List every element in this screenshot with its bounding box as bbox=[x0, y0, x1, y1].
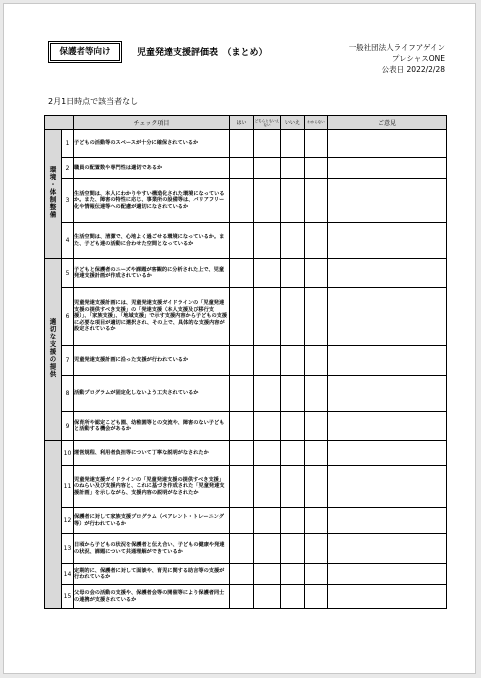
comment-cell bbox=[328, 259, 447, 288]
comment-cell bbox=[328, 346, 447, 376]
answer-yes-cell bbox=[230, 223, 254, 259]
check-item-text: 児童発達支援ガイドラインの「児童発達支援の提供すべき支援」のねらい及び支援内容と、これに基づき作成された「児童発達支援計画」を示しながら、支援内容の説明がなされたか bbox=[74, 466, 230, 508]
comment-cell bbox=[328, 564, 447, 585]
comment-cell bbox=[328, 158, 447, 179]
answer-no-cell bbox=[281, 288, 305, 346]
answer-yes-cell bbox=[230, 130, 254, 158]
answer-neither-cell bbox=[254, 564, 281, 585]
answer-no-cell bbox=[281, 179, 305, 223]
answer-unknown-cell bbox=[305, 288, 328, 346]
answer-yes-cell bbox=[230, 259, 254, 288]
answer-yes-cell bbox=[230, 412, 254, 441]
answer-no-cell bbox=[281, 259, 305, 288]
table-header-row bbox=[45, 116, 447, 130]
answer-no-cell bbox=[281, 223, 305, 259]
answer-yes-cell bbox=[230, 585, 254, 609]
answer-neither-cell bbox=[254, 288, 281, 346]
row-number: 11 bbox=[62, 466, 74, 508]
category-cell bbox=[45, 130, 62, 259]
check-item-text: 生活空間は、清潔で、心地よく過ごせる環境になっているか。また、子ども達の活動に合わせた空間となっているか bbox=[74, 223, 230, 259]
answer-no-cell bbox=[281, 412, 305, 441]
answer-unknown-cell bbox=[305, 508, 328, 534]
status-note: 2月1日時点で該当者なし bbox=[48, 97, 139, 106]
check-item-text: 保育所や認定こども園、幼稚園等との交流や、障害のない子どもと活動する機会があるか bbox=[74, 412, 230, 441]
check-item-text: 子どもの活動等のスペースが十分に確保されているか bbox=[74, 130, 230, 158]
answer-no-cell bbox=[281, 508, 305, 534]
category-label: 環境・体制整備 bbox=[48, 165, 57, 219]
org-name: 一般社団法人ライフアゲイン bbox=[348, 43, 445, 52]
answer-unknown-cell bbox=[305, 376, 328, 412]
row-number: 15 bbox=[62, 585, 74, 609]
answer-no-cell bbox=[281, 534, 305, 564]
col-header-comments: ご意見 bbox=[328, 116, 447, 130]
table-row bbox=[45, 534, 447, 564]
table-row bbox=[45, 259, 447, 288]
answer-unknown-cell bbox=[305, 585, 328, 609]
answer-yes-cell bbox=[230, 564, 254, 585]
table-row bbox=[45, 158, 447, 179]
organization-block bbox=[349, 42, 445, 75]
document-title: 児童発達支援評価表 （まとめ） bbox=[137, 48, 268, 58]
table-row bbox=[45, 466, 447, 508]
answer-neither-cell bbox=[254, 346, 281, 376]
col-header-unknown: わからない bbox=[305, 116, 328, 130]
comment-cell bbox=[328, 130, 447, 158]
comment-cell bbox=[328, 288, 447, 346]
check-item-text: 児童発達支援計画に沿った支援が行われているか bbox=[74, 346, 230, 376]
check-item-text: 生活空間は、本人にわかりやすい構造化された環境になっているか。また、障害の特性に応じ、事業所の設備等は、バリアフリー化や情報伝達等への配慮が適切になされているか bbox=[74, 179, 230, 223]
check-item-text: 活動プログラムが固定化しないよう工夫されているか bbox=[74, 376, 230, 412]
answer-no-cell bbox=[281, 564, 305, 585]
table-row bbox=[45, 288, 447, 346]
answer-no-cell bbox=[281, 466, 305, 508]
answer-no-cell bbox=[281, 376, 305, 412]
row-number: 14 bbox=[62, 564, 74, 585]
row-number: 8 bbox=[62, 376, 74, 412]
table-row bbox=[45, 412, 447, 441]
answer-yes-cell bbox=[230, 441, 254, 466]
answer-no-cell bbox=[281, 346, 305, 376]
answer-neither-cell bbox=[254, 508, 281, 534]
answer-yes-cell bbox=[230, 179, 254, 223]
answer-yes-cell bbox=[230, 466, 254, 508]
answer-no-cell bbox=[281, 585, 305, 609]
answer-neither-cell bbox=[254, 223, 281, 259]
answer-unknown-cell bbox=[305, 534, 328, 564]
answer-neither-cell bbox=[254, 179, 281, 223]
answer-unknown-cell bbox=[305, 130, 328, 158]
table-row bbox=[45, 376, 447, 412]
check-item-text: 保護者に対して家族支援プログラム（ペアレント・トレーニング等）が行われているか bbox=[74, 508, 230, 534]
check-item-text: 職員の配置数や専門性は適切であるか bbox=[74, 158, 230, 179]
check-item-text: 運営規程、利用者負担等について丁寧な説明がなされたか bbox=[74, 441, 230, 466]
row-number: 2 bbox=[62, 158, 74, 179]
answer-unknown-cell bbox=[305, 564, 328, 585]
answer-unknown-cell bbox=[305, 223, 328, 259]
row-number: 1 bbox=[62, 130, 74, 158]
answer-neither-cell bbox=[254, 412, 281, 441]
category-cell-empty bbox=[45, 441, 62, 609]
col-header-no: いいえ bbox=[281, 116, 305, 130]
comment-cell bbox=[328, 223, 447, 259]
row-number: 10 bbox=[62, 441, 74, 466]
category-label: 適切な支援の提供 bbox=[48, 317, 57, 378]
answer-unknown-cell bbox=[305, 412, 328, 441]
header-corner bbox=[45, 116, 74, 130]
published-date: 公表日 2022/2/28 bbox=[381, 65, 445, 74]
answer-yes-cell bbox=[230, 376, 254, 412]
answer-unknown-cell bbox=[305, 441, 328, 466]
table-row bbox=[45, 585, 447, 609]
answer-neither-cell bbox=[254, 534, 281, 564]
comment-cell bbox=[328, 534, 447, 564]
answer-unknown-cell bbox=[305, 158, 328, 179]
comment-cell bbox=[328, 441, 447, 466]
answer-neither-cell bbox=[254, 376, 281, 412]
answer-yes-cell bbox=[230, 508, 254, 534]
answer-unknown-cell bbox=[305, 346, 328, 376]
check-item-text: 日頃から子どもの状況を保護者と伝え合い、子どもの健康や発達の状況、課題について共通理解ができているか bbox=[74, 534, 230, 564]
col-header-yes: はい bbox=[230, 116, 254, 130]
comment-cell bbox=[328, 179, 447, 223]
answer-neither-cell bbox=[254, 158, 281, 179]
audience-label: 保護者等向け bbox=[50, 43, 120, 61]
answer-yes-cell bbox=[230, 158, 254, 179]
comment-cell bbox=[328, 508, 447, 534]
answer-no-cell bbox=[281, 441, 305, 466]
table-row bbox=[45, 441, 447, 466]
row-number: 5 bbox=[62, 259, 74, 288]
answer-neither-cell bbox=[254, 466, 281, 508]
row-number: 12 bbox=[62, 508, 74, 534]
row-number: 13 bbox=[62, 534, 74, 564]
row-number: 6 bbox=[62, 288, 74, 346]
comment-cell bbox=[328, 412, 447, 441]
comment-cell bbox=[328, 376, 447, 412]
answer-neither-cell bbox=[254, 130, 281, 158]
check-item-text: 父母の会の活動の支援や、保護者会等の開催等により保護者同士の連携が支援されているか bbox=[74, 585, 230, 609]
facility-name: プレシャスONE bbox=[391, 54, 445, 63]
answer-yes-cell bbox=[230, 288, 254, 346]
table-row bbox=[45, 564, 447, 585]
answer-neither-cell bbox=[254, 441, 281, 466]
col-header-neither: どちらともいえない bbox=[254, 116, 281, 130]
row-number: 9 bbox=[62, 412, 74, 441]
table-row bbox=[45, 508, 447, 534]
answer-yes-cell bbox=[230, 534, 254, 564]
answer-no-cell bbox=[281, 130, 305, 158]
check-item-text: 子どもと保護者のニーズや課題が客観的に分析された上で、児童発達支援計画が作成されているか bbox=[74, 259, 230, 288]
table-row bbox=[45, 130, 447, 158]
answer-unknown-cell bbox=[305, 466, 328, 508]
answer-neither-cell bbox=[254, 585, 281, 609]
comment-cell bbox=[328, 466, 447, 508]
row-number: 3 bbox=[62, 179, 74, 223]
answer-neither-cell bbox=[254, 259, 281, 288]
row-number: 7 bbox=[62, 346, 74, 376]
table-row bbox=[45, 346, 447, 376]
answer-yes-cell bbox=[230, 346, 254, 376]
check-item-text: 定期的に、保護者に対して面談や、育児に関する助言等の支援が行われているか bbox=[74, 564, 230, 585]
table-row bbox=[45, 179, 447, 223]
comment-cell bbox=[328, 585, 447, 609]
category-cell bbox=[45, 259, 62, 441]
table-row bbox=[45, 223, 447, 259]
answer-no-cell bbox=[281, 158, 305, 179]
row-number: 4 bbox=[62, 223, 74, 259]
col-header-item: チェック項目 bbox=[74, 116, 230, 130]
answer-unknown-cell bbox=[305, 179, 328, 223]
answer-unknown-cell bbox=[305, 259, 328, 288]
check-item-text: 児童発達支援計画には、児童発達支援ガイドラインの「児童発達支援の提供すべき支援」の「発達支援（本人支援及び移行支援）」、「家族支援」、「地域支援」で示す支援内容から子どもの支援に必要な項目が適切に選択され、その上で、具体的な支援内容が設定されているか bbox=[74, 288, 230, 346]
evaluation-table bbox=[44, 115, 447, 609]
